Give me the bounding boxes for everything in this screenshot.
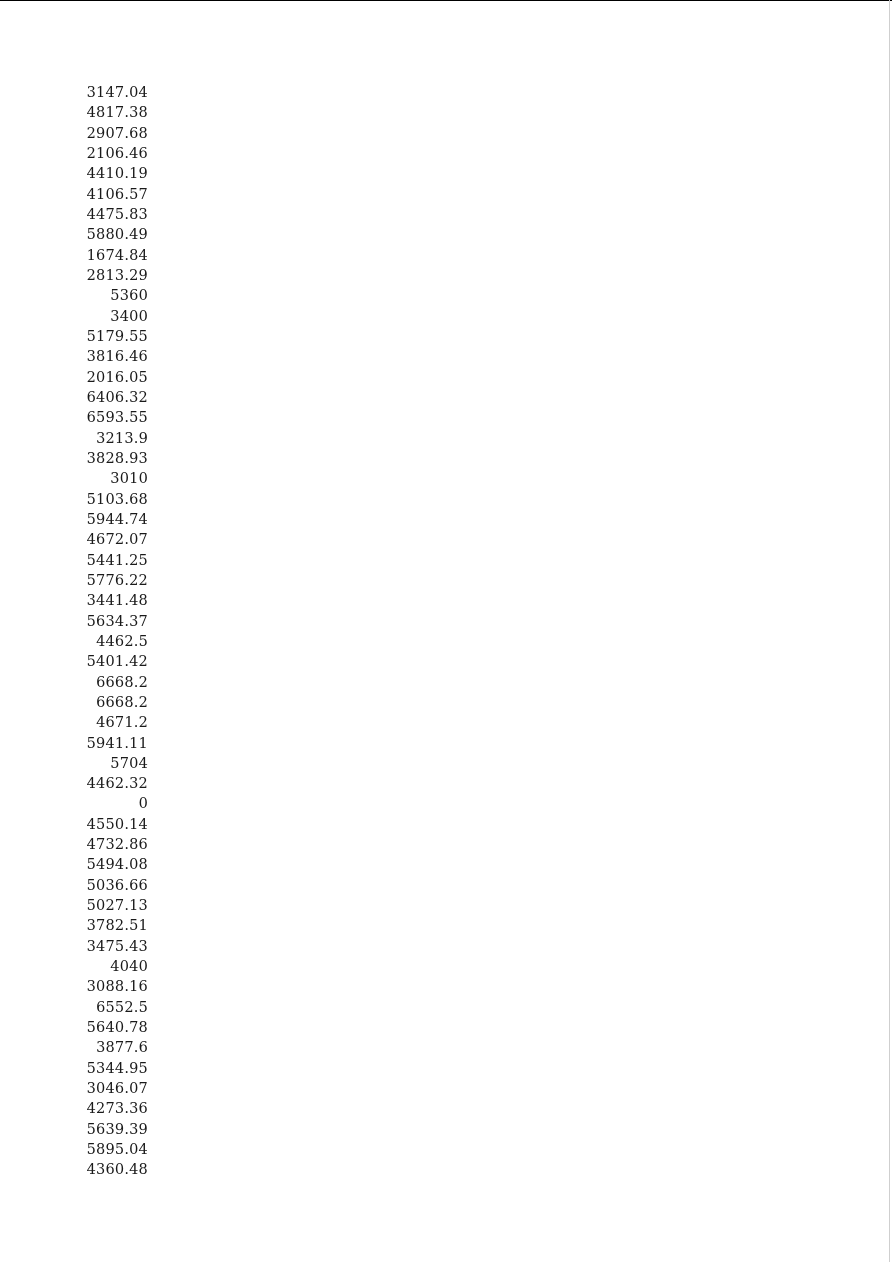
value-cell: 5401.42 bbox=[86, 654, 148, 671]
value-cell: 4671.2 bbox=[96, 715, 148, 732]
value-cell: 4672.07 bbox=[86, 532, 148, 549]
value-cell: 4732.86 bbox=[86, 837, 148, 854]
value-cell: 4040 bbox=[110, 959, 148, 976]
value-cell: 4475.83 bbox=[86, 206, 148, 223]
value-cell: 4410.19 bbox=[86, 166, 148, 183]
value-cell: 5441.25 bbox=[86, 552, 148, 569]
value-cell: 3213.9 bbox=[96, 430, 148, 447]
value-cell: 2907.68 bbox=[86, 125, 148, 142]
value-cell: 5776.22 bbox=[86, 572, 148, 589]
value-cell: 6668.2 bbox=[96, 674, 148, 691]
value-cell: 5944.74 bbox=[86, 511, 148, 528]
value-cell: 4462.5 bbox=[96, 633, 148, 650]
value-cell: 4550.14 bbox=[86, 816, 148, 833]
page-right-border bbox=[889, 0, 890, 1262]
value-cell: 5494.08 bbox=[86, 857, 148, 874]
value-cell: 5941.11 bbox=[86, 735, 148, 752]
value-cell: 2106.46 bbox=[86, 145, 148, 162]
value-cell: 3147.04 bbox=[86, 85, 148, 101]
value-cell: 5103.68 bbox=[86, 491, 148, 508]
value-cell: 4273.36 bbox=[86, 1101, 148, 1118]
value-cell: 5640.78 bbox=[86, 1020, 148, 1037]
value-cell: 5880.49 bbox=[86, 227, 148, 244]
value-cell: 4106.57 bbox=[86, 186, 148, 203]
value-cell: 5634.37 bbox=[86, 613, 148, 630]
value-cell: 3782.51 bbox=[86, 918, 148, 935]
value-cell: 4817.38 bbox=[86, 105, 148, 122]
value-cell: 6552.5 bbox=[96, 999, 148, 1016]
value-cell: 3441.48 bbox=[86, 593, 148, 610]
value-cell: 3877.6 bbox=[96, 1040, 148, 1057]
value-cell: 4462.32 bbox=[86, 776, 148, 793]
value-cell: 5360 bbox=[110, 288, 148, 305]
value-cell: 5639.39 bbox=[86, 1121, 148, 1138]
value-cell: 6406.32 bbox=[86, 389, 148, 406]
page-top-border bbox=[0, 0, 892, 1]
value-cell: 3088.16 bbox=[86, 979, 148, 996]
value-cell: 5704 bbox=[110, 755, 148, 772]
value-cell: 3010 bbox=[110, 471, 148, 488]
value-cell: 2016.05 bbox=[86, 369, 148, 386]
value-cell: 6668.2 bbox=[96, 694, 148, 711]
value-cell: 3475.43 bbox=[86, 938, 148, 955]
value-cell: 2813.29 bbox=[86, 267, 148, 284]
value-cell: 5895.04 bbox=[86, 1142, 148, 1159]
value-cell: 3046.07 bbox=[86, 1081, 148, 1098]
value-cell: 0 bbox=[138, 796, 148, 813]
value-cell: 1674.84 bbox=[86, 247, 148, 264]
value-cell: 5036.66 bbox=[86, 877, 148, 894]
value-cell: 3828.93 bbox=[86, 450, 148, 467]
value-cell: 3816.46 bbox=[86, 349, 148, 366]
value-cell: 5027.13 bbox=[86, 898, 148, 915]
value-cell: 4360.48 bbox=[86, 1162, 148, 1179]
value-cell: 6593.55 bbox=[86, 410, 148, 427]
value-cell: 3400 bbox=[110, 308, 148, 325]
numeric-value-column bbox=[60, 83, 148, 1181]
value-cell: 5179.55 bbox=[86, 328, 148, 345]
value-cell: 5344.95 bbox=[86, 1060, 148, 1077]
